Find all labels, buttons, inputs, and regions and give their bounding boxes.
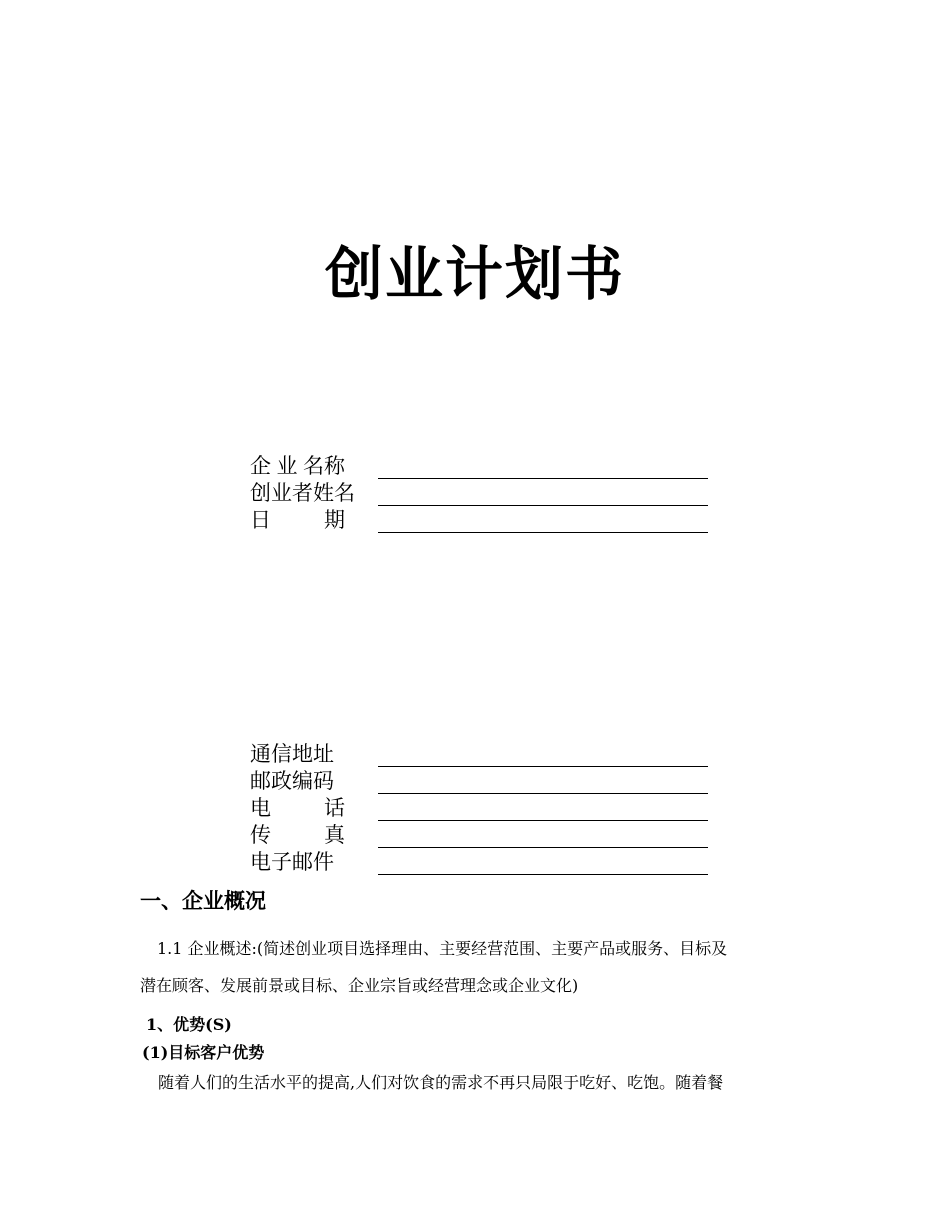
overview-paragraph (140, 930, 820, 1004)
email-field[interactable] (378, 874, 708, 875)
founder-name-field[interactable] (378, 505, 708, 506)
field-label: 通信地址 (250, 742, 334, 766)
field-label: 传 真 (250, 823, 345, 847)
field-label: 创业者姓名 (250, 481, 355, 505)
body-text: 随着人们的生活水平的提高,人们对饮食的需求不再只局限于吃好、吃饱。随着餐 (158, 1073, 724, 1092)
field-label: 电 话 (250, 796, 345, 820)
date-field[interactable] (378, 532, 708, 533)
subsubsection-heading: (1)目标客户优势 (142, 1043, 265, 1062)
document-title: 创业计划书 (324, 240, 625, 308)
field-label: 日 期 (250, 508, 345, 532)
overview-line-2: 潜在顾客、发展前景或目标、企业宗旨或经营理念或企业文化) (140, 976, 579, 995)
postcode-field[interactable] (378, 793, 708, 794)
company-name-field[interactable] (378, 478, 708, 479)
form-row-address (250, 741, 710, 768)
form-row-fax (250, 822, 710, 849)
address-field[interactable] (378, 766, 708, 767)
form-row-phone (250, 795, 710, 822)
form-row-founder-name (250, 480, 710, 507)
field-label: 邮政编码 (250, 769, 334, 793)
field-label: 企 业 名称 (250, 454, 345, 478)
field-label: 电子邮件 (250, 850, 334, 874)
subsection-heading: 1、优势(S) (146, 1015, 232, 1034)
section-heading: 一、企业概况 (140, 889, 266, 913)
overview-line-1: 1.1 企业概述:(简述创业项目选择理由、主要经营范围、主要产品或服务、目标及 (157, 939, 728, 958)
form-row-postcode (250, 768, 710, 795)
form-row-date (250, 507, 710, 534)
fax-field[interactable] (378, 847, 708, 848)
phone-field[interactable] (378, 820, 708, 821)
form-row-email (250, 849, 710, 876)
form-row-company-name (250, 453, 710, 480)
